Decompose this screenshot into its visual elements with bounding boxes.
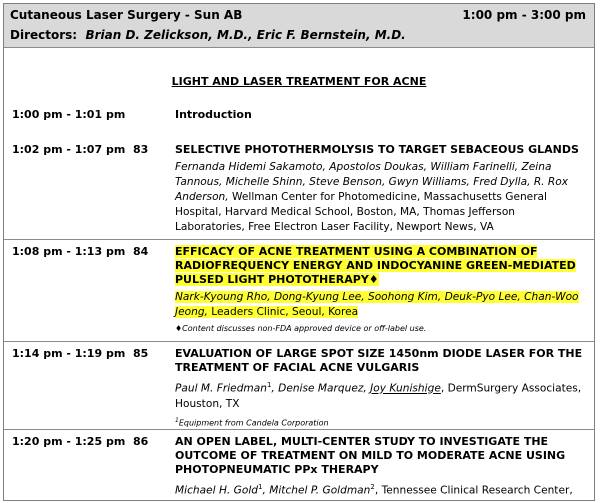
abstract-title: AN OPEN LABEL, MULTI-CENTER STUDY TO INVESTIGATE THE OUTCOME OF TREATMENT ON MILD TO MODERATE ACNE USING PHOTOPNEUMATIC PPx THERAPY: [175, 435, 566, 476]
session-title: Cutaneous Laser Surgery - Sun AB: [10, 8, 243, 22]
directors-names: Brian D. Zelickson, M.D., Eric F. Bernstein, M.D.: [85, 28, 406, 42]
abstract-authors: Nark-Kyoung Rho, Dong-Kyung Lee, Soohong Kim, Deuk-Pyo Lee, Chan-Woo Jeong,: [175, 291, 579, 318]
abstract-affiliation: Leaders Clinic, Seoul, Korea: [207, 306, 359, 318]
divider: [4, 239, 594, 240]
abstract-number: 83: [133, 143, 149, 156]
section-title: LIGHT AND LASER TREATMENT FOR ACNE: [171, 75, 427, 88]
intro-time: 1:00 pm - 1:01 pm: [12, 108, 126, 121]
author-marquez: , Denise Marquez,: [271, 382, 371, 395]
abstract-title-highlighted: [175, 245, 587, 287]
abstract-time: 1:20 pm - 1:25 pm: [12, 435, 126, 448]
abstract-authors-block: [175, 160, 587, 235]
author-sup: 1: [266, 381, 272, 389]
author-gold: Michael H. Gold: [175, 484, 259, 497]
abstract-time: 1:14 pm - 1:19 pm: [12, 347, 126, 360]
equipment-note: [175, 415, 587, 429]
session-header: [4, 4, 594, 48]
abstract-number: 84: [133, 245, 149, 258]
directors-label: Directors:: [10, 28, 78, 42]
program-page: [3, 3, 595, 501]
author-goldman: , Mitchel P. Goldman: [262, 484, 371, 497]
intro-title: Introduction: [175, 108, 252, 121]
abstract-title: EFFICACY OF ACNE TREATMENT USING A COMBINATION OF RADIOFREQUENCY ENERGY AND INDOCYANINE GREEN-MEDIATED PULSED LIGHT PHOTOTHERAPY♦: [175, 245, 576, 286]
abstract-time: 1:08 pm - 1:13 pm: [12, 245, 126, 258]
session-time: 1:00 pm - 3:00 pm: [462, 8, 586, 22]
note-text: Equipment from Candela Corporation: [178, 418, 329, 428]
abstract-affiliation: , Tennessee Clinical Research Center,: [374, 484, 573, 497]
abstract-authors-block: [175, 290, 587, 320]
off-label-note: ♦Content discusses non-FDA approved device or off-label use.: [175, 324, 427, 333]
abstract-affiliation: , DermSurgery Associates, Houston, TX: [175, 382, 582, 410]
author-sup: 2: [370, 483, 375, 491]
abstract-number: 85: [133, 347, 149, 360]
author-kunishige: Joy Kunishige: [370, 382, 441, 395]
divider: [4, 341, 594, 342]
abstract-time: 1:02 pm - 1:07 pm: [12, 143, 126, 156]
author-friedman: Paul M. Friedman: [175, 382, 267, 395]
abstract-title: SELECTIVE PHOTOTHERMOLYSIS TO TARGET SEBACEOUS GLANDS: [175, 143, 579, 156]
author-sup: 1: [258, 483, 263, 491]
abstract-number: 86: [133, 435, 149, 448]
directors-line: [10, 28, 406, 42]
abstract-authors-block: [175, 480, 587, 499]
divider: [4, 429, 594, 430]
abstract-authors-block: [175, 378, 587, 412]
abstract-authors: Fernanda Hidemi Sakamoto, Apostolos Doukas, William Farinelli, Zeina Tannous, Michelle Shinn, Steve Benson, Gwyn Williams, Fred Dylla, R. Rox Anderson,: [175, 161, 569, 203]
abstract-affiliation: Wellman Center for Photomedicine, Massachusetts General Hospital, Harvard Medical School, Boston, MA, Thomas Jefferson Laboratories, Free Electron Laser Facility, Newport News, VA: [175, 191, 547, 233]
abstract-title: EVALUATION OF LARGE SPOT SIZE 1450nm DIODE LASER FOR THE TREATMENT OF FACIAL ACNE VULGARIS: [175, 347, 583, 374]
note-sup: 1: [175, 416, 179, 424]
